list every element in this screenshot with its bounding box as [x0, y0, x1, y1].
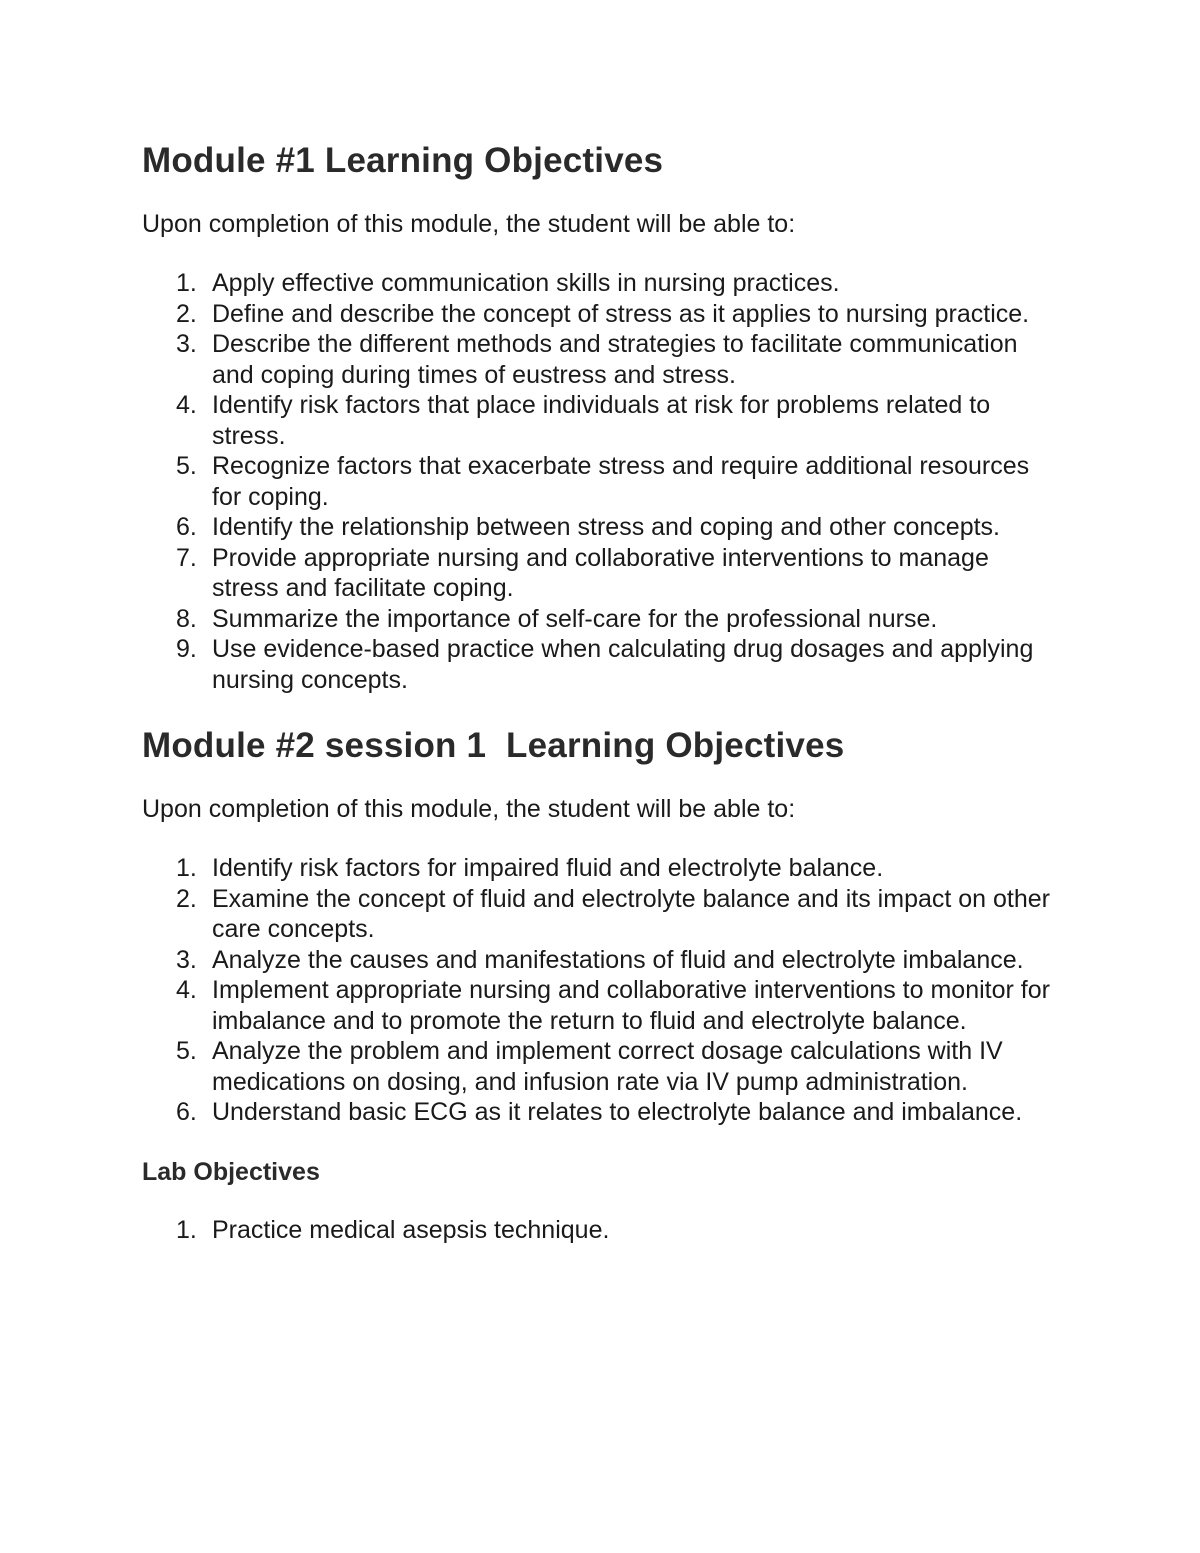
list-item-text: Implement appropriate nursing and collaborative interventions to monitor for imbalance and to promote the return to fluid and electrolyte balance.	[212, 976, 1050, 1035]
list-item	[142, 634, 1060, 695]
list-item	[142, 975, 1060, 1036]
list-item	[142, 853, 1060, 884]
list-item	[142, 299, 1060, 330]
list-item	[142, 268, 1060, 299]
module1-heading: Module #1 Learning Objectives	[142, 141, 664, 180]
list-item-text: Summarize the importance of self-care for the professional nurse.	[212, 604, 938, 633]
module2-objectives-list	[142, 853, 1060, 1128]
module1-intro: Upon completion of this module, the student will be able to:	[142, 210, 796, 238]
list-number: 6.	[176, 513, 197, 541]
list-number: 1.	[176, 1215, 197, 1244]
list-item	[142, 884, 1060, 945]
list-item-text: Practice medical asepsis technique.	[212, 1215, 610, 1244]
list-number: 9.	[176, 635, 197, 663]
list-number: 3.	[176, 330, 197, 358]
list-number: 7.	[176, 543, 197, 572]
list-number: 1.	[176, 854, 197, 882]
list-number: 5.	[176, 1037, 197, 1065]
list-item-text: Understand basic ECG as it relates to electrolyte balance and imbalance.	[212, 1098, 1023, 1126]
list-number: 4.	[176, 391, 197, 419]
list-number: 2.	[176, 299, 197, 328]
list-number: 8.	[176, 604, 197, 633]
list-item	[142, 390, 1060, 451]
module2-intro: Upon completion of this module, the student will be able to:	[142, 795, 796, 823]
list-item-text: Recognize factors that exacerbate stress and require additional resources for coping.	[212, 452, 1030, 511]
list-item-text: Provide appropriate nursing and collaborative interventions to manage stress and facilitate coping.	[212, 543, 989, 602]
list-item-text: Identify risk factors for impaired fluid and electrolyte balance.	[212, 854, 884, 882]
list-number: 4.	[176, 976, 197, 1004]
list-item	[142, 1036, 1060, 1097]
list-item	[142, 451, 1060, 512]
list-item-text: Identify risk factors that place individuals at risk for problems related to stress.	[212, 391, 991, 450]
list-item-text: Describe the different methods and strategies to facilitate communication and coping during times of eustress and stress.	[212, 330, 1018, 389]
lab-objectives-heading: Lab Objectives	[142, 1157, 320, 1186]
list-item	[142, 329, 1060, 390]
list-item	[142, 512, 1060, 543]
module2-heading: Module #2 session 1 Learning Objectives	[142, 726, 845, 765]
list-number: 5.	[176, 452, 197, 480]
list-item-text: Identify the relationship between stress and coping and other concepts.	[212, 513, 1001, 541]
list-number: 6.	[176, 1098, 197, 1126]
list-item-text: Define and describe the concept of stress as it applies to nursing practice.	[212, 299, 1030, 328]
module1-objectives-list	[142, 268, 1060, 695]
list-item-text: Analyze the problem and implement correct dosage calculations with IV medications on dosing, and infusion rate via IV pump administration.	[212, 1037, 1003, 1096]
list-item-text: Analyze the causes and manifestations of fluid and electrolyte imbalance.	[212, 945, 1024, 974]
list-number: 3.	[176, 945, 197, 974]
list-item	[142, 604, 1060, 635]
list-item	[142, 1215, 1060, 1246]
list-item	[142, 1097, 1060, 1128]
list-item-text: Apply effective communication skills in nursing practices.	[212, 269, 840, 297]
list-number: 1.	[176, 269, 197, 297]
lab-objectives-list	[142, 1215, 1060, 1246]
list-item-text: Use evidence-based practice when calculating drug dosages and applying nursing concepts.	[212, 635, 1034, 694]
list-item	[142, 945, 1060, 976]
list-item	[142, 543, 1060, 604]
list-item-text: Examine the concept of fluid and electrolyte balance and its impact on other care concepts.	[212, 884, 1051, 943]
list-number: 2.	[176, 884, 197, 913]
